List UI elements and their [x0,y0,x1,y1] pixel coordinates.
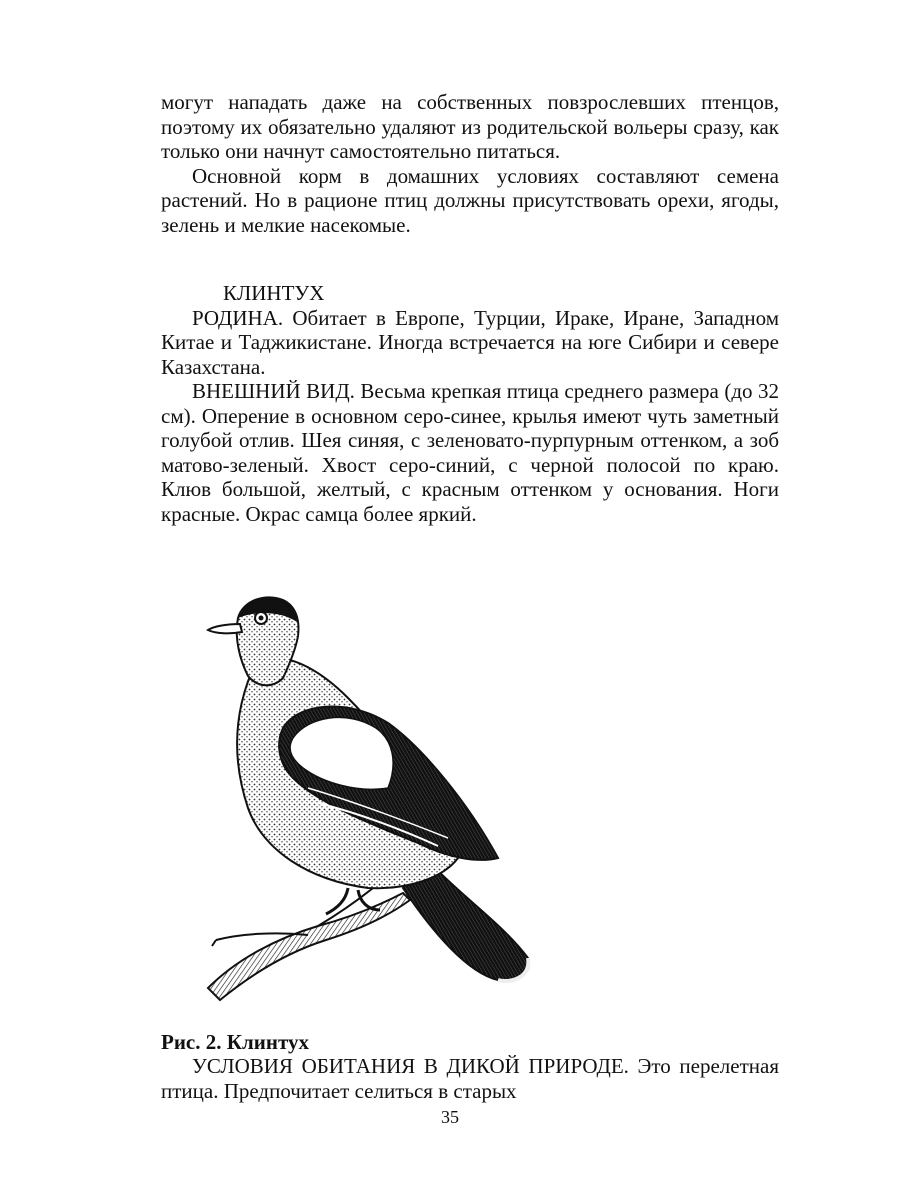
section-title: КЛИНТУХ [223,281,325,305]
text-block-top [161,90,779,237]
page-number: 35 [441,1107,459,1127]
bird-illustration [198,588,548,1028]
paragraph-appearance: ВНЕШНИЙ ВИД. Весьма крепкая птица среднего размера (до 32 см). Оперение в основном серо-синее, крылья имеют чуть заметный голубой отлив. Шея синяя, с зеленовато-пурпурным оттенком, а зоб матово-зеленый. Хвост серо-синий, с черной полосой по краю. Клюв большой, желтый, с красным оттенком у основания. Ноги красные. Окрас самца более яркий. [161,379,779,526]
paragraph-habitat: УСЛОВИЯ ОБИТАНИЯ В ДИКОЙ ПРИРОДЕ. Это перелетная птица. Предпочитает селиться в старых [161,1054,779,1103]
paragraph-continuation: могут нападать даже на собственных повзрослевших птенцов, поэтому их обязательно удаляют из родительской вольеры сразу, как только они начнут самостоятельно питаться. [161,90,779,163]
bird-foot [326,888,380,914]
branch [208,888,410,1000]
paragraph-homeland: РОДИНА. Обитает в Европе, Турции, Ираке, Иране, Западном Китае и Таджикистане. Иногда встречается на юге Сибири и севере Казахстана. [161,305,779,379]
paragraph-feeding: Основной корм в домашних условиях составляют семена растений. Но в рационе птиц должны присутствовать орехи, ягоды, зелень и мелкие насекомые. [161,163,779,237]
stock-dove-drawing [198,588,548,1028]
figure-caption: Рис. 2. Клинтух [161,1030,309,1054]
bird-beak [208,624,242,633]
text-block-bottom [161,1054,779,1103]
text-block-section [161,281,779,526]
